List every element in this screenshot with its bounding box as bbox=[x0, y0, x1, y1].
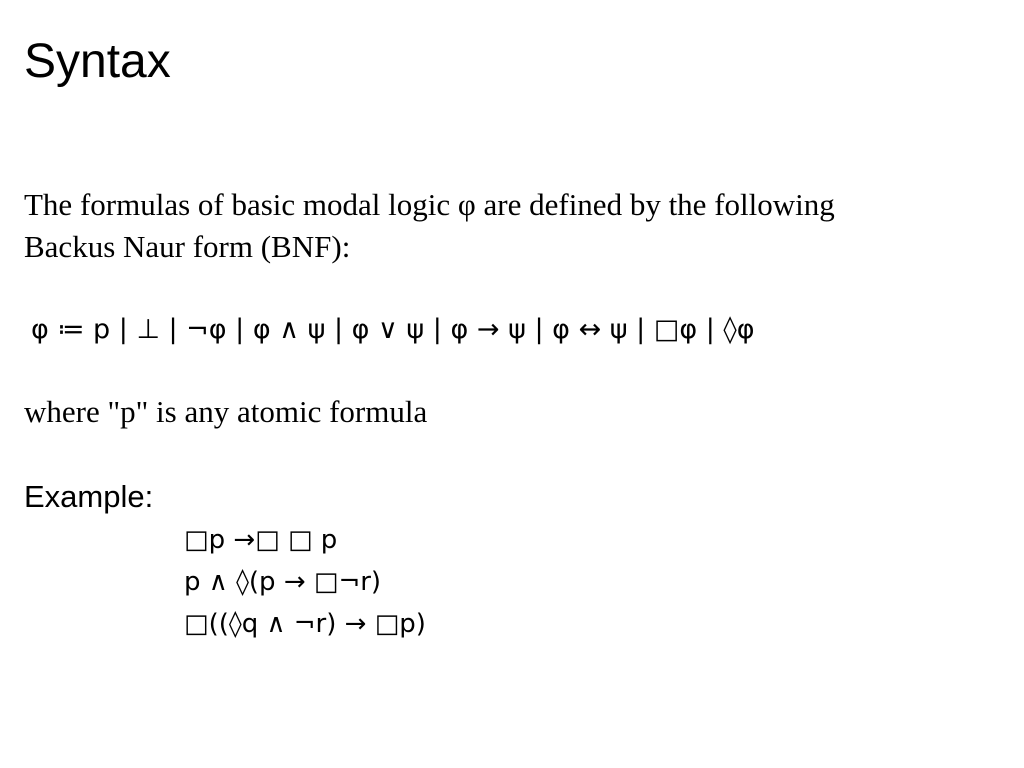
bnf-grammar: φ ≔ p | ⊥ | ¬φ | φ ∧ ψ | φ ∨ ψ | φ → ψ | φ ↔ ψ | □φ | ◊φ bbox=[31, 314, 755, 345]
example-list bbox=[184, 519, 426, 645]
example-heading: Example: bbox=[24, 479, 154, 514]
slide-title: Syntax bbox=[24, 35, 171, 88]
intro-paragraph bbox=[24, 184, 984, 268]
example-formula-1: □p →□ □ p bbox=[184, 525, 338, 555]
intro-line-2: Backus Naur form (BNF): bbox=[24, 229, 351, 264]
atomic-formula-note: where "p" is any atomic formula bbox=[24, 394, 428, 429]
intro-line-1: The formulas of basic modal logic φ are defined by the following bbox=[24, 187, 835, 222]
example-formula-2: p ∧ ◊(p → □¬r) bbox=[184, 567, 382, 597]
example-formula-3: □((◊q ∧ ¬r) → □p) bbox=[184, 609, 426, 639]
